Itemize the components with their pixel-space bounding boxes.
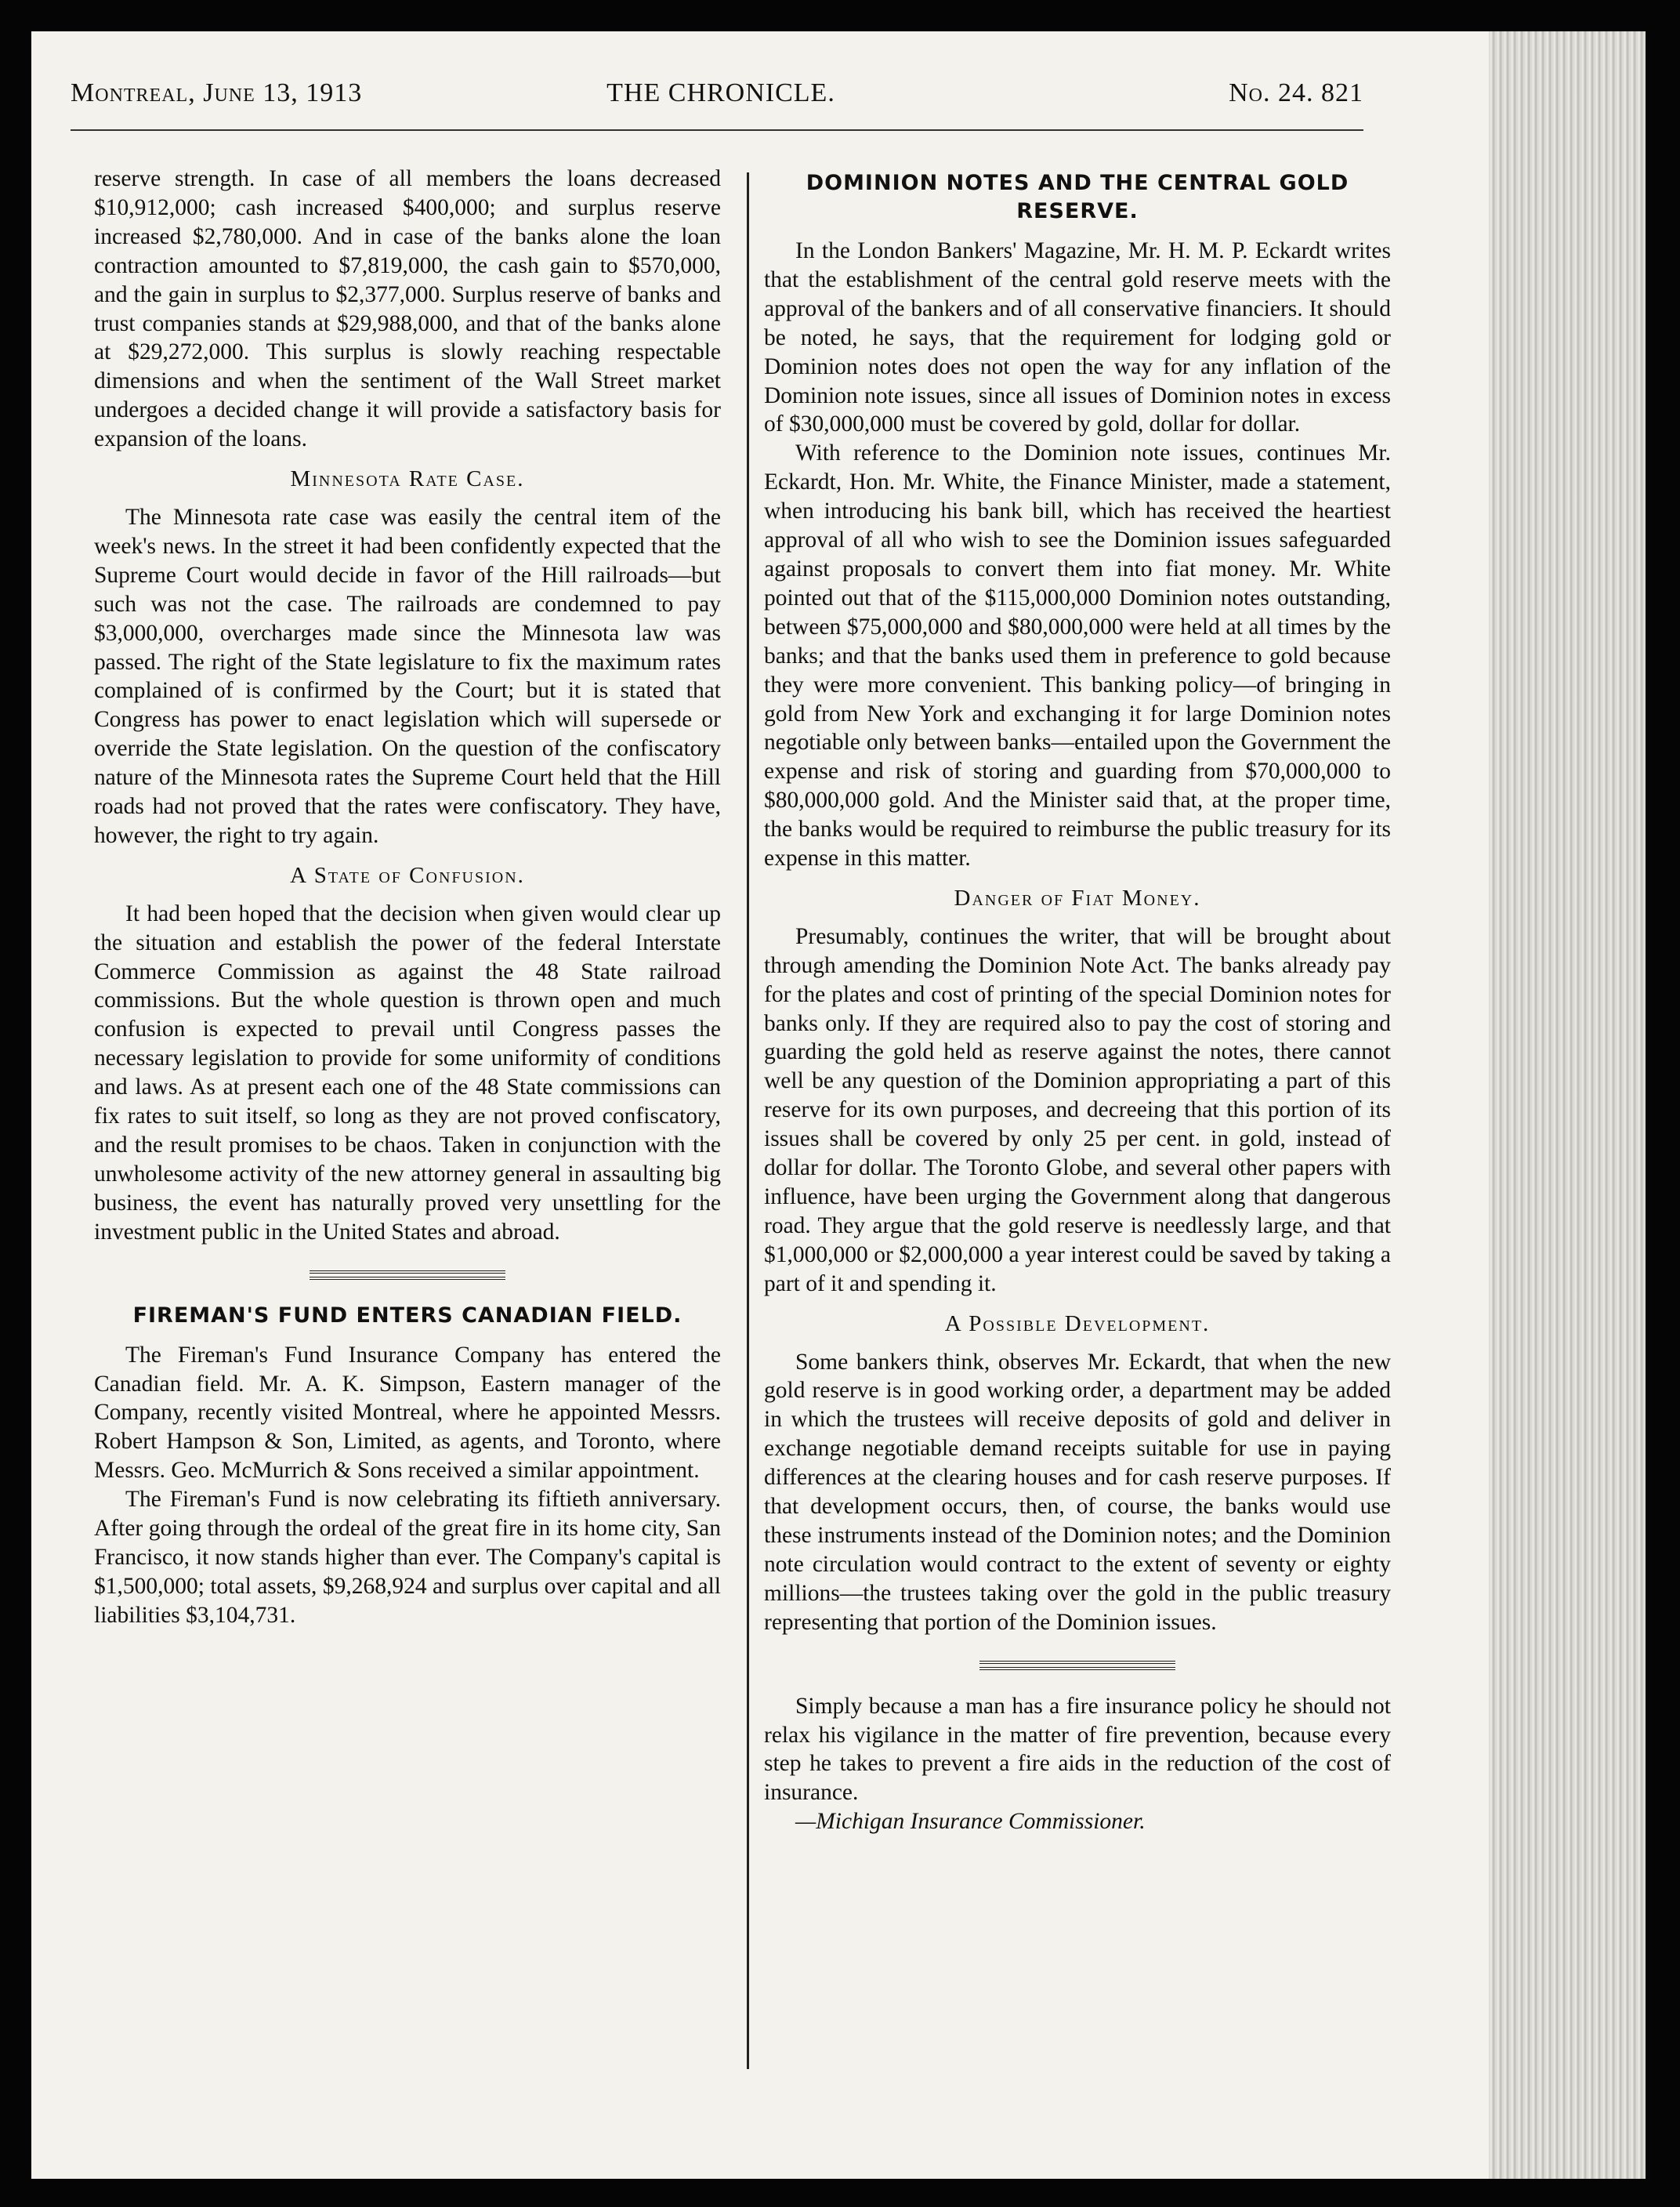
column-divider — [747, 172, 749, 2069]
right-paragraph-3: Presumably, continues the writer, that will be brought about through amending the Dominion Note Act. The banks already pay for the plates and cost of printing of the special Dominion notes for banks only. If they are required also to pay the cost of storing and guarding the gold held as reserve against the notes, there cannot well be any question of the Dominion appropriating a part of this reserve for its own purposes, and decreeing that this portion of its issues shall be covered by only 25 per cent. in gold, instead of dollar for dollar. The Toronto Globe, and several other papers with influence, have been urging the Government along that dangerous road. They argue that the gold reserve is needlessly large, and that $1,000,000 or $2,000,000 a year interest could be saved by taking a part of it and spending it. — [764, 923, 1391, 1296]
left-paragraph-2: The Minnesota rate case was easily the central item of the week's news. In the street it had been confidently expected that the Supreme Court would decide in favor of the Hill railroads—but such was not the case. The railroads are condemned to pay $3,000,000, overcharges made since the Minnesota law was passed. The right of the State legislature to fix the maximum rates complained of is confirmed by the Court; but it is stated that Congress has power to enact legislation which will supersede or override the State legislation. On the question of the confiscatory nature of the Minnesota rates the Supreme Court held that the Hill roads had not proved that the rates were confiscatory. They have, however, the right to try again. — [94, 504, 721, 848]
quote-attribution: —Michigan Insurance Commissioner. — [795, 1809, 1146, 1835]
right-paragraph-2: With reference to the Dominion note issues, continues Mr. Eckardt, Hon. Mr. White, the Finance Minister, made a statement, when introducing his bank bill, which has received the heartiest approval of all who wish to see the Dominion issues safeguarded against proposals to convert them into fiat money. Mr. White pointed out that of the $115,000,000 Dominion notes outstanding, between $75,000,000 and $80,000,000 were held at all times by the banks; and that the banks used them in preference to gold because they were more convenient. This banking policy—of bringing in gold from New York and exchanging it for large Dominion notes negotiable only between banks—entailed upon the Government the expense and risk of storing and guarding from $70,000,000 to $80,000,000 gold. And the Minister said that, at the proper time, the banks would be required to reimburse the public treasury for its expense in this matter. — [764, 440, 1391, 872]
left-paragraph-1: reserve strength. In case of all members the loans decreased $10,912,000; cash increased $400,000; and surplus reserve increased $2,780,000. And in case of the banks alone the loan contraction amounted to $7,819,000, the cash gain to $570,000, and the gain in surplus to $2,377,000. Surplus reserve of banks and trust companies stands at $29,988,000, and that of the banks alone at $29,272,000. This surplus is slowly reaching respectable dimensions and when the sentiment of the Wall Street market undergoes a decided change it will provide a satisfactory basis for expansion of the loans. — [94, 166, 721, 452]
left-column — [94, 165, 721, 1630]
subhead-minnesota: Minnesota Rate Case. — [290, 466, 525, 492]
header-rule — [71, 129, 1363, 131]
right-column — [764, 165, 1391, 1836]
section-ornament-rule — [310, 1270, 505, 1280]
page-edge-stack — [1489, 31, 1646, 2179]
section-ornament-rule — [979, 1661, 1175, 1670]
subhead-possible-development: A Possible Development. — [944, 1310, 1211, 1336]
fire-prevention-quote: Simply because a man has a fire insurance policy he should not relax his vigilance in the matter of fire prevention, because every step he takes to prevent a fire aids in the reduction of the cost of insurance. — [764, 1693, 1391, 1806]
subhead-fiat-money: Danger of Fiat Money. — [954, 885, 1201, 911]
right-paragraph-4: Some bankers think, observes Mr. Eckardt, that when the new gold reserve is in good working order, a department may be added in which the trustees will receive deposits of gold and deliver in exchange negotiable demand receipts suitable for use in paying differences at the clearing houses and for cash reserve purposes. If that development occurs, then, of course, the banks would use these instruments instead of the Dominion notes; and the Dominion note circulation would contract to the extent of seventy or eighty millions—the trustees taking over the gold in the public treasury representing that portion of the Dominion issues. — [764, 1349, 1391, 1635]
article-title-dominion-notes: DOMINION NOTES AND THE CENTRAL GOLD RESERVE. — [806, 171, 1349, 223]
left-paragraph-3: It had been hoped that the decision when given would clear up the situation and establish the power of the federal Interstate Commerce Commission as against the 48 State railroad commissions. But the whole question is thrown open and much confusion is expected to prevail until Congress passes the necessary legislation to provide for some uniformity of conditions and laws. As at present each one of the 48 State commissions can fix rates to suit itself, so long as they are not proved confiscatory, and the result promises to be chaos. Taken in conjunction with the unwholesome activity of the new attorney general in assaulting big business, the event has naturally proved very unsettling for the investment public in the United States and abroad. — [94, 901, 721, 1245]
left-paragraph-5: The Fireman's Fund is now celebrating its fiftieth anniversary. After going through the ordeal of the great fire in its home city, San Francisco, it now stands higher than ever. The Company's capital is $1,500,000; total assets, $9,268,924 and surplus over capital and all liabilities $3,104,731. — [94, 1487, 721, 1628]
header-dateline: Montreal, June 13, 1913 — [71, 78, 363, 107]
header-masthead: THE CHRONICLE. — [606, 78, 835, 107]
left-paragraph-4: The Fireman's Fund Insurance Company has entered the Canadian field. Mr. A. K. Simpson, Eastern manager of the Company, recently visited Montreal, where he appointed Messrs. Robert Hampson & Son, Limited, as agents, and Toronto, where Messrs. Geo. McMurrich & Sons received a similar appointment. — [94, 1342, 721, 1484]
article-title-firemans-fund: FIREMAN'S FUND ENTERS CANADIAN FIELD. — [132, 1303, 682, 1328]
subhead-confusion: A State of Confusion. — [290, 862, 525, 888]
header-issue-page: No. 24. 821 — [1229, 78, 1363, 107]
right-paragraph-1: In the London Bankers' Magazine, Mr. H. M. P. Eckardt writes that the establishment of the central gold reserve meets with the approval of the bankers and of all conservative financiers. It should be noted, he says, that the requirement for lodging gold or Dominion notes does not open the way for any inflation of the Dominion note issues, since all issues of Dominion notes in excess of $30,000,000 must be covered by gold, dollar for dollar. — [764, 238, 1391, 437]
